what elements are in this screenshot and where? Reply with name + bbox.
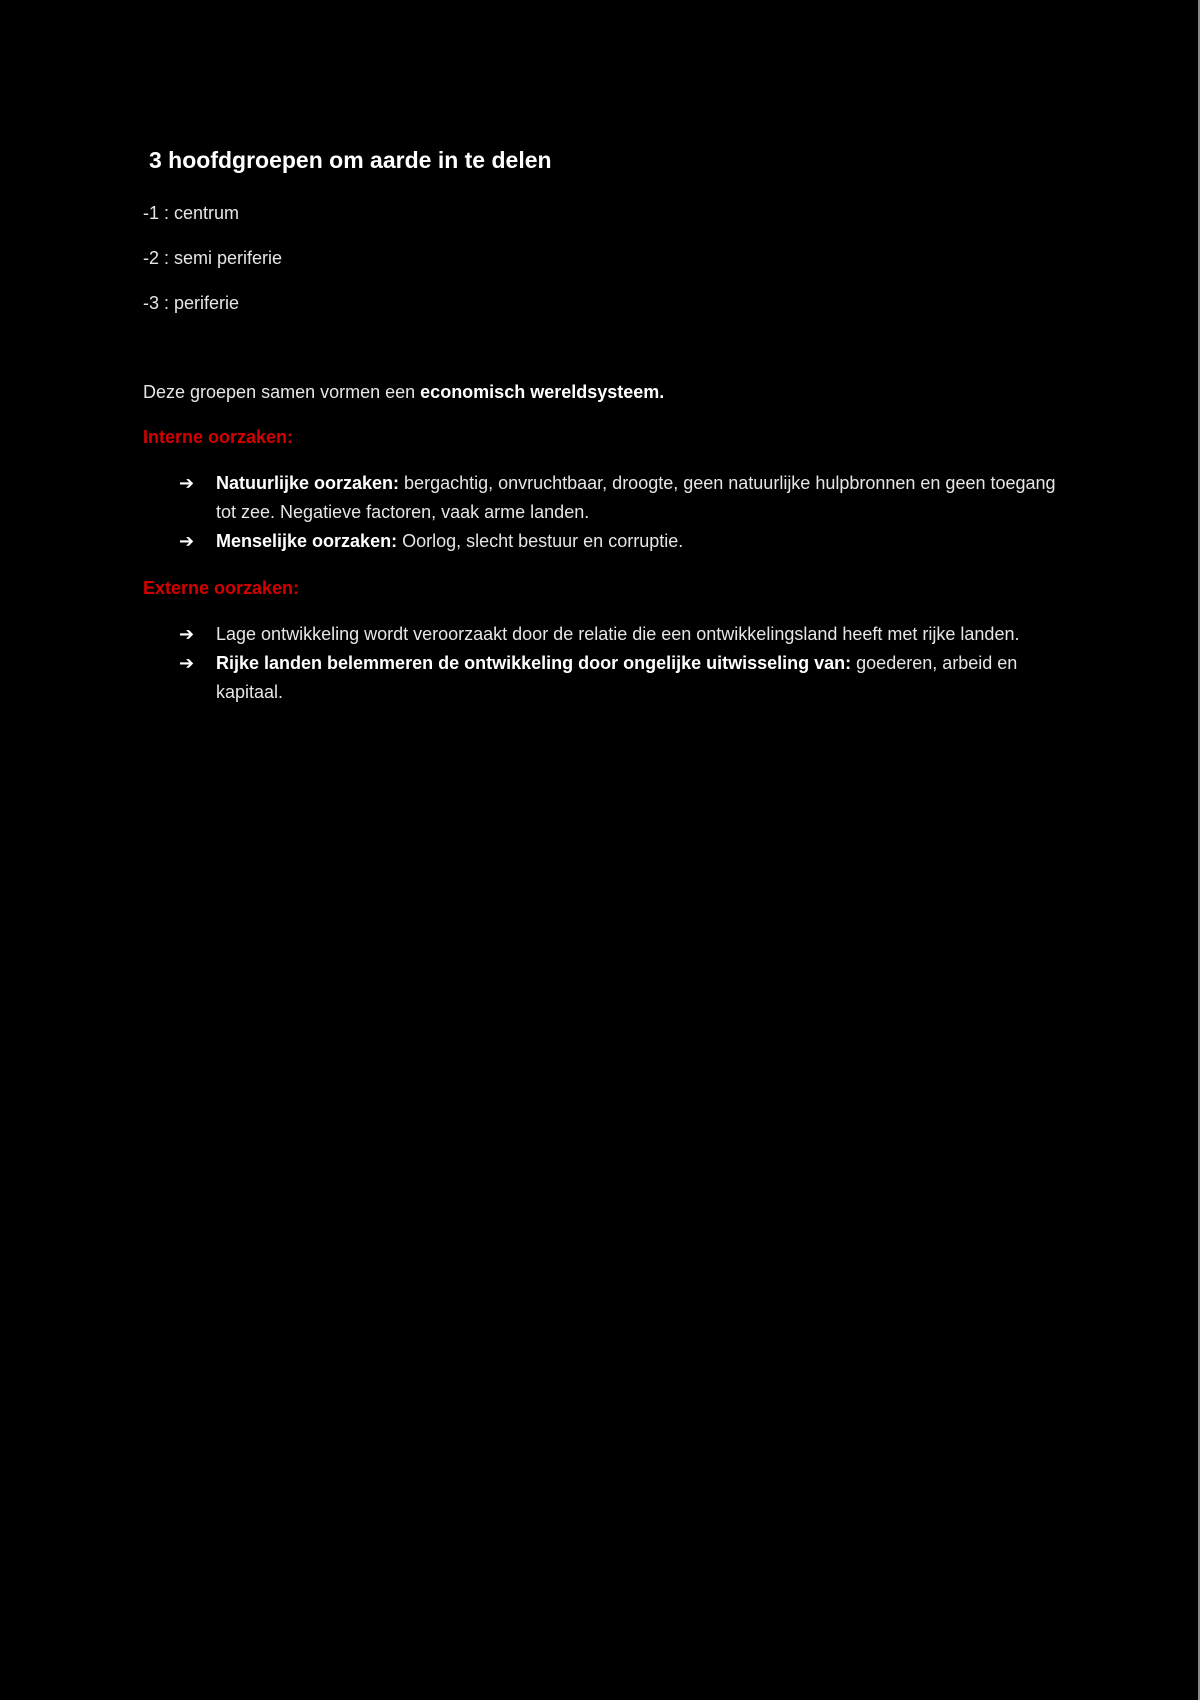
group-item-2: -2 : semi periferie bbox=[143, 248, 283, 268]
right-arrow-icon: ➔ bbox=[179, 473, 195, 494]
document-body bbox=[143, 140, 1063, 726]
list-item bbox=[143, 527, 1063, 556]
list-item bbox=[143, 469, 1063, 527]
list-item bbox=[143, 620, 1063, 649]
item-text: goederen, arbeid en kapitaal. bbox=[216, 653, 1018, 702]
list-item bbox=[143, 649, 1063, 707]
right-arrow-icon: ➔ bbox=[179, 624, 195, 645]
item-bold: Rijke landen belemmeren de ontwikkeling door ongelijke uitwisseling van: bbox=[216, 653, 852, 673]
external-causes-heading: Externe oorzaken: bbox=[143, 578, 300, 598]
external-causes-list bbox=[143, 620, 1063, 707]
internal-causes-heading: Interne oorzaken: bbox=[143, 427, 294, 447]
right-arrow-icon: ➔ bbox=[179, 531, 195, 552]
group-item-1: -1 : centrum bbox=[143, 203, 240, 223]
item-text: Lage ontwikkeling wordt veroorzaakt door de relatie die een ontwikkelingsland heeft met rijke landen. bbox=[216, 624, 1020, 644]
intro-bold: economisch wereldsysteem. bbox=[420, 382, 665, 402]
item-bold: Natuurlijke oorzaken: bbox=[216, 473, 400, 493]
internal-causes-list bbox=[143, 469, 1063, 556]
right-arrow-icon: ➔ bbox=[179, 653, 195, 674]
item-text: bergachtig, onvruchtbaar, droogte, geen natuurlijke hulpbronnen en geen toegang tot zee. Negatieve factoren, vaak arme landen. bbox=[216, 473, 1056, 522]
item-bold: Menselijke oorzaken: bbox=[216, 531, 398, 551]
intro-paragraph bbox=[143, 379, 1063, 405]
page-title: 3 hoofdgroepen om aarde in te delen bbox=[149, 147, 552, 173]
item-text: Oorlog, slecht bestuur en corruptie. bbox=[397, 531, 684, 551]
group-item-3: -3 : periferie bbox=[143, 293, 240, 313]
intro-text: Deze groepen samen vormen een bbox=[143, 382, 421, 402]
